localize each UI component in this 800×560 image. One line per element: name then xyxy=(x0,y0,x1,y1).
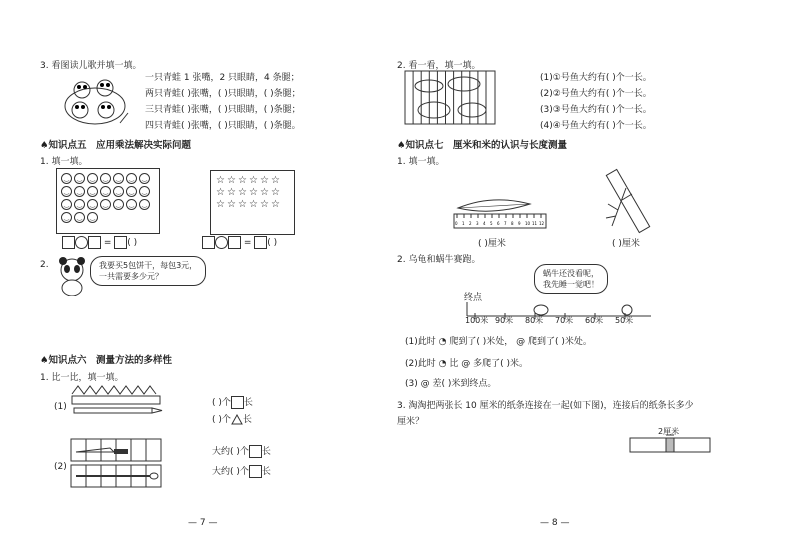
smiley-icon: ‿ xyxy=(87,212,98,223)
q3-title: 3. 看图读儿歌并填一填。 xyxy=(40,61,142,71)
row2b xyxy=(212,464,271,478)
q2-race-title: 2. 乌龟和蜗牛赛跑。 xyxy=(397,255,481,265)
star-icon: ☆ xyxy=(260,199,269,210)
answer-box[interactable] xyxy=(88,236,101,249)
answer-box[interactable] xyxy=(254,236,267,249)
smiley-icon: ‿ xyxy=(61,173,72,184)
star-icon: ☆ xyxy=(227,175,236,186)
race-text: 比 xyxy=(449,359,459,369)
row-text: 长 xyxy=(261,467,271,477)
equation-2: = ( ) xyxy=(202,236,277,249)
answer-box[interactable] xyxy=(114,236,127,249)
sec7-q1: 1. 填一填。 xyxy=(397,157,445,167)
operator-circle[interactable] xyxy=(215,236,228,249)
ruler-tick-label: 11 xyxy=(532,221,538,226)
smiley-icon: ‿ xyxy=(100,199,111,210)
star-icon: ☆ xyxy=(260,175,269,186)
ruler-tick-label: 6 xyxy=(497,221,500,226)
track-label: 70米 xyxy=(555,316,574,325)
smiley-icon: ‿ xyxy=(61,212,72,223)
q2-title: 2. 看一看，填一填。 xyxy=(397,61,481,71)
track-label: 60米 xyxy=(585,316,604,325)
ruler-leaf-figure xyxy=(452,190,548,232)
smiley-icon: ‿ xyxy=(74,173,85,184)
ruler-tick-label: 4 xyxy=(483,221,486,226)
operator-circle[interactable] xyxy=(75,236,88,249)
race-q3: (3) @ 差( )米到终点。 xyxy=(405,379,497,389)
star-icon: ☆ xyxy=(260,187,269,198)
ruler-tick-label: 7 xyxy=(504,221,507,226)
star-icon: ☆ xyxy=(216,199,225,210)
race-text: (2)此时 xyxy=(405,359,436,369)
star-icon: ☆ xyxy=(216,187,225,198)
section-6-heading: ♠知识点六 测量方法的多样性 xyxy=(40,355,173,366)
smiley-icon: ‿ xyxy=(100,186,111,197)
star-icon: ☆ xyxy=(271,187,280,198)
q3-line-1-right: 3. 淘淘把两张长 10 厘米的纸条连接在一起(如下图)，连接后的纸条长多少 xyxy=(397,401,694,411)
race-text: (3) xyxy=(405,379,418,389)
star-icon: ☆ xyxy=(271,175,280,186)
fish-line-1: (1)①号鱼大约有( )个一长。 xyxy=(540,73,652,83)
strip-label: 2厘米 xyxy=(658,427,680,436)
row-text: ( )个 xyxy=(212,398,231,408)
smiley-icon: ‿ xyxy=(100,173,111,184)
answer-box[interactable] xyxy=(202,236,215,249)
smiley-icon: ‿ xyxy=(74,199,85,210)
smiley-icon: ‿ xyxy=(126,173,137,184)
label-1: (1) xyxy=(54,402,67,412)
sec5-q2: 2. xyxy=(40,260,49,270)
star-icon: ☆ xyxy=(227,187,236,198)
ruler-tick-label: 2 xyxy=(469,221,472,226)
smiley-icon: ‿ xyxy=(87,186,98,197)
star-icon: ☆ xyxy=(227,199,236,210)
label-2: (2) xyxy=(54,462,67,472)
panda-illustration xyxy=(55,256,89,296)
race-text: 差( )米到终点。 xyxy=(432,379,497,389)
finish-label: 终点 xyxy=(464,293,483,303)
page-number-right: — 8 — xyxy=(540,518,570,528)
equation-blank: ( ) xyxy=(267,238,278,248)
star-icon: ☆ xyxy=(249,187,258,198)
ruler-tick-label: 9 xyxy=(518,221,521,226)
section-7-heading: ♠知识点七 厘米和米的认识与长度测量 xyxy=(397,140,568,151)
ruler-tick-label: 10 xyxy=(525,221,531,226)
answer-box[interactable] xyxy=(249,465,262,478)
smiley-icon: ‿ xyxy=(113,186,124,197)
panda-speech-bubble xyxy=(90,256,206,286)
row1a xyxy=(212,395,253,409)
ruler-tick-label: 1 xyxy=(462,221,465,226)
smiley-icon: ‿ xyxy=(139,199,150,210)
ruler-caption-1: ( )厘米 xyxy=(478,239,506,249)
race-text: 爬到了( )米处。 xyxy=(527,337,592,347)
ruler-tick-label: 8 xyxy=(511,221,514,226)
triangle-icon xyxy=(231,414,243,425)
star-icon: ☆ xyxy=(238,199,247,210)
smiley-icon: ‿ xyxy=(139,173,150,184)
row2a xyxy=(212,444,271,458)
race-text: (1)此时 xyxy=(405,337,436,347)
paper-strips-figure xyxy=(628,434,714,458)
snail-speech-bubble xyxy=(534,264,608,294)
q3-line-2: 两只青蛙( )张嘴，( )只眼睛，( )条腿； xyxy=(145,89,301,99)
q3-line-4: 四只青蛙( )张嘴，( )只眼睛，( )条腿。 xyxy=(145,121,301,131)
row-text: 长 xyxy=(242,415,252,425)
race-text: 多爬了( )米。 xyxy=(473,359,528,369)
ruler-tick-label: 5 xyxy=(490,221,493,226)
equation-1: = ( ) xyxy=(62,236,137,249)
q3-line-1: 一只青蛙 1 张嘴，2 只眼睛，4 条腿； xyxy=(145,73,300,83)
row-text: 大约( )个 xyxy=(212,447,249,457)
bubble-line: 我要买5包饼干，每包3元， xyxy=(99,261,198,270)
star-grid xyxy=(210,170,295,235)
star-icon: ☆ xyxy=(216,175,225,186)
smiley-icon: ‿ xyxy=(126,199,137,210)
smiley-icon: ‿ xyxy=(61,199,72,210)
smiley-icon: ‿ xyxy=(113,173,124,184)
ruler-caption-2: ( )厘米 xyxy=(612,239,640,249)
smiley-icon: ‿ xyxy=(87,199,98,210)
row-text: ( )个 xyxy=(212,415,231,425)
smiley-icon: ‿ xyxy=(126,186,137,197)
track-label: 90米 xyxy=(495,316,514,325)
answer-box[interactable] xyxy=(231,396,244,409)
smiley-icon: ‿ xyxy=(87,173,98,184)
fish-grid-illustration xyxy=(404,70,496,125)
slanted-ruler-figure xyxy=(600,166,656,236)
ruler-tick-label: 0 xyxy=(455,221,458,226)
row-text: 大约( )个 xyxy=(212,467,249,477)
smiley-icon: ‿ xyxy=(139,186,150,197)
page-number-left: — 7 — xyxy=(188,518,218,528)
smiley-icon: ‿ xyxy=(74,212,85,223)
sec5-q1: 1. 填一填。 xyxy=(40,157,88,167)
track-label: 80米 xyxy=(525,316,544,325)
row-text: 长 xyxy=(243,398,253,408)
row1b xyxy=(212,412,252,425)
ruler-tick-label: 12 xyxy=(539,221,545,226)
equation-blank: ( ) xyxy=(127,238,138,248)
answer-box[interactable] xyxy=(228,236,241,249)
answer-box[interactable] xyxy=(249,445,262,458)
bubble-line: 一共需要多少元？ xyxy=(99,272,163,281)
ruler-tick-label: 3 xyxy=(476,221,479,226)
race-q1: (1)此时 ◔ 爬到了( )米处， @ 爬到了( )米处。 xyxy=(405,337,592,347)
zigzag-pencil-figure xyxy=(70,384,165,424)
smiley-grid xyxy=(56,168,160,234)
answer-box[interactable] xyxy=(62,236,75,249)
knife-brush-figure xyxy=(70,438,165,490)
fish-line-4: (4)④号鱼大约有( )个一长。 xyxy=(540,121,652,131)
race-text: 爬到了( )米处， xyxy=(449,337,514,347)
sec6-q1: 1. 比一比，填一填。 xyxy=(40,373,124,383)
smiley-icon: ‿ xyxy=(74,186,85,197)
star-icon: ☆ xyxy=(271,199,280,210)
row-text: 长 xyxy=(261,447,271,457)
q3-line-3: 三只青蛙( )张嘴，( )只眼睛，( )条腿； xyxy=(145,105,301,115)
smiley-icon: ‿ xyxy=(61,186,72,197)
star-icon: ☆ xyxy=(238,175,247,186)
track-label: 100米 xyxy=(465,316,489,325)
section-5-heading: ♠知识点五 应用乘法解决实际问题 xyxy=(40,140,192,151)
fish-line-3: (3)③号鱼大约有( )个一长。 xyxy=(540,105,652,115)
frogs-illustration xyxy=(60,68,130,130)
star-icon: ☆ xyxy=(249,199,258,210)
bubble-line: 我先睡一觉吧！ xyxy=(543,280,599,289)
bubble-line: 蜗牛还没看呢， xyxy=(543,269,599,278)
track-label: 50米 xyxy=(615,316,634,325)
star-icon: ☆ xyxy=(249,175,258,186)
fish-line-2: (2)②号鱼大约有( )个一长。 xyxy=(540,89,652,99)
smiley-icon: ‿ xyxy=(113,199,124,210)
race-q2: (2)此时 ◔ 比 @ 多爬了( )米。 xyxy=(405,359,528,369)
q3-line-2-right: 厘米？ xyxy=(397,417,425,427)
star-icon: ☆ xyxy=(238,187,247,198)
